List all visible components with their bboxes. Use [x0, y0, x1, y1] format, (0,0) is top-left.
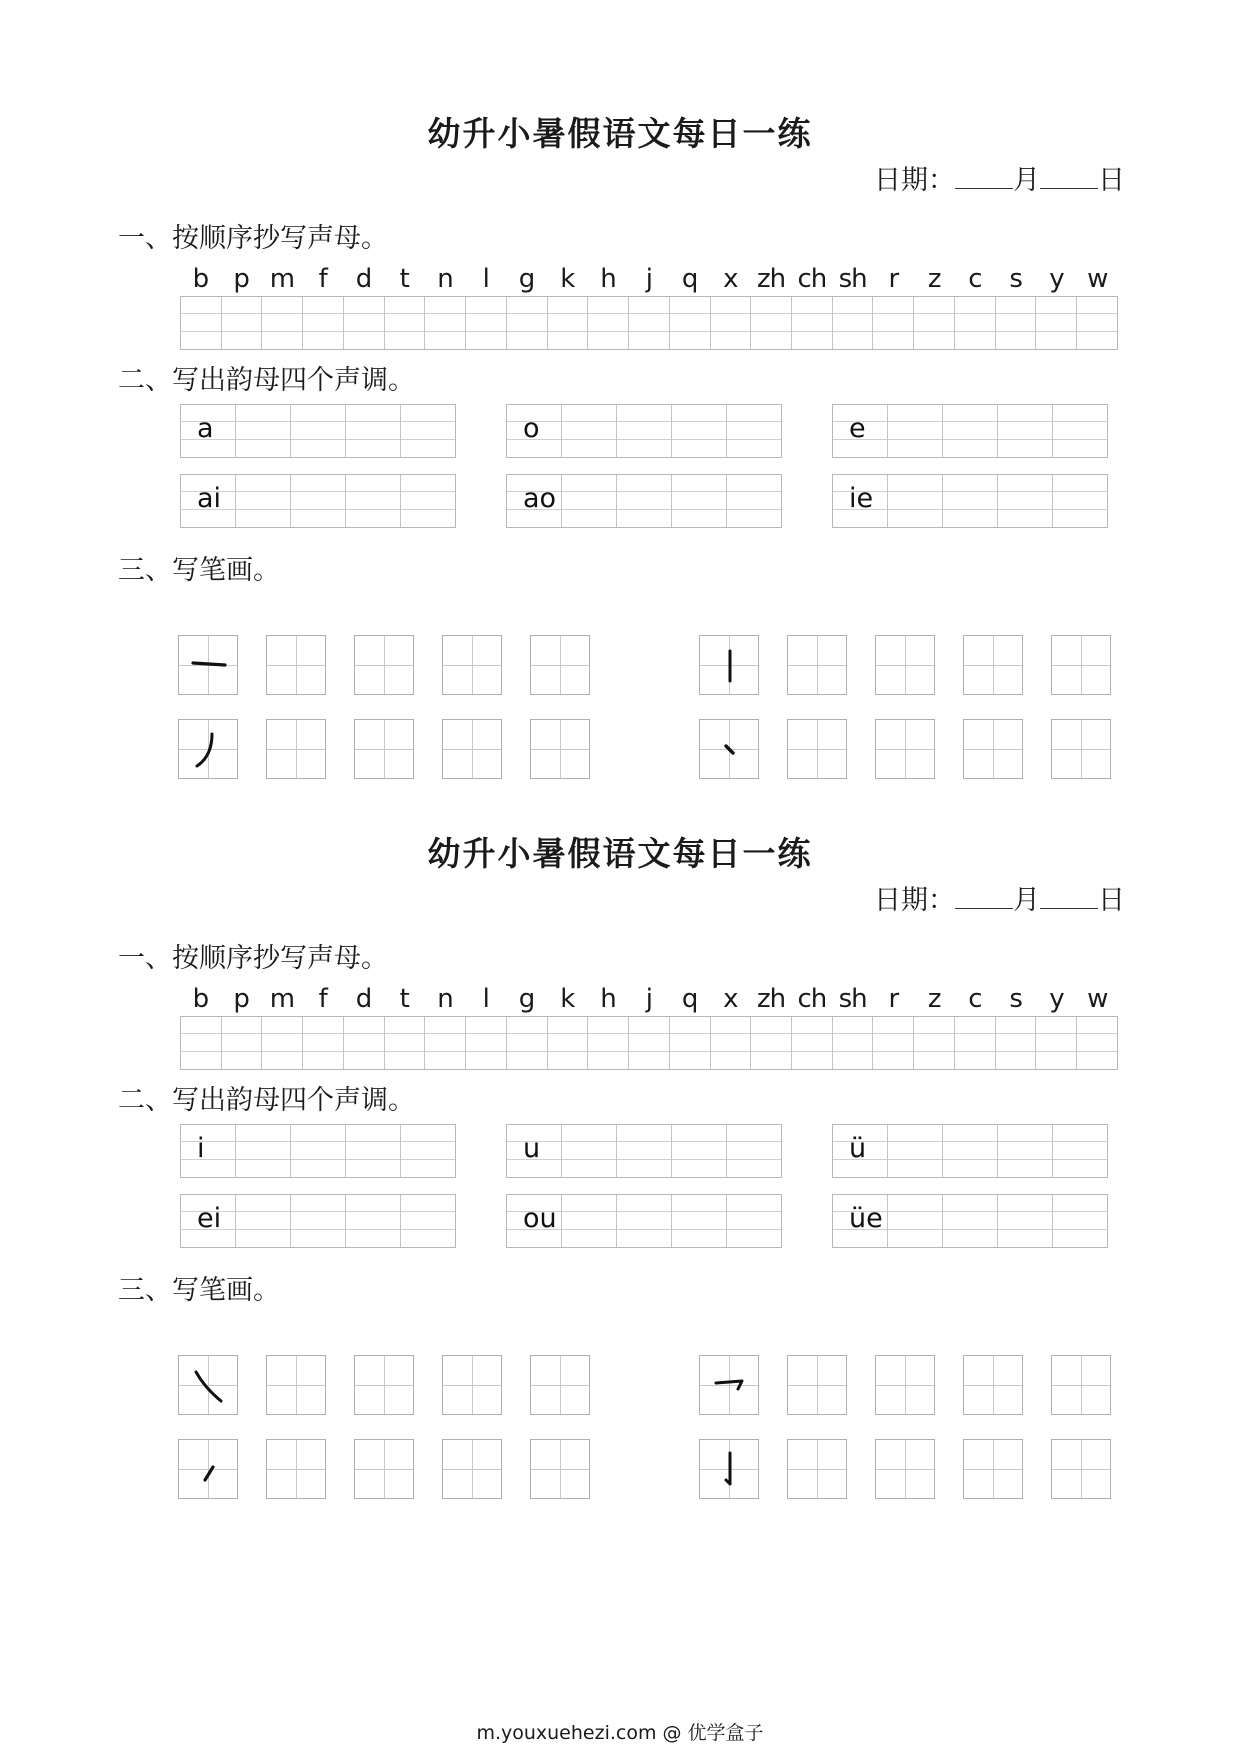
initial-letter: b: [192, 264, 209, 294]
writing-cell[interactable]: [262, 297, 303, 349]
finals-tone-grid[interactable]: [506, 474, 782, 528]
writing-cell[interactable]: [401, 475, 455, 527]
writing-cell[interactable]: [1053, 1125, 1107, 1177]
writing-cell[interactable]: [629, 1017, 670, 1069]
writing-cell[interactable]: [588, 1017, 629, 1069]
writing-cell[interactable]: [727, 1195, 781, 1247]
final-label: i: [197, 1133, 205, 1164]
writing-cell[interactable]: [998, 475, 1053, 527]
stroke-example-box: [178, 1439, 238, 1499]
writing-cell[interactable]: [629, 297, 670, 349]
writing-cell[interactable]: [303, 297, 344, 349]
writing-cell[interactable]: [507, 1125, 562, 1177]
tianzige-box[interactable]: [530, 1355, 590, 1415]
writing-cell[interactable]: [617, 405, 672, 457]
writing-cell[interactable]: [888, 475, 943, 527]
writing-cell[interactable]: [998, 1195, 1053, 1247]
writing-cell[interactable]: [672, 1125, 727, 1177]
initial-letter: c: [968, 264, 982, 294]
writing-cell[interactable]: [873, 1017, 914, 1069]
initials-writing-grid[interactable]: [180, 1016, 1118, 1070]
stroke-example-box: [699, 719, 759, 779]
writing-cell[interactable]: [1053, 405, 1107, 457]
initial-letter: h: [600, 264, 616, 294]
writing-cell[interactable]: [222, 1017, 263, 1069]
section-1-heading: 一、按顺序抄写声母。: [118, 223, 388, 254]
initial-letter: j: [645, 264, 652, 294]
writing-cell[interactable]: [507, 405, 562, 457]
tianzige-box[interactable]: [354, 1355, 414, 1415]
initial-letter: r: [888, 264, 899, 294]
initial-letter: x: [723, 264, 738, 294]
initial-letter: s: [1009, 264, 1022, 294]
initial-letter: m: [269, 984, 295, 1014]
writing-cell[interactable]: [588, 297, 629, 349]
tianzige-box[interactable]: [787, 719, 847, 779]
writing-cell[interactable]: [617, 475, 672, 527]
writing-cell[interactable]: [1053, 1195, 1107, 1247]
section-3-heading: 三、写笔画。: [118, 1275, 280, 1306]
date-line: [874, 878, 1125, 917]
initial-letter: n: [437, 264, 453, 294]
tianzige-box[interactable]: [266, 1355, 326, 1415]
finals-tone-grid[interactable]: [180, 474, 456, 528]
final-label: ai: [197, 483, 222, 514]
dian-stroke: [700, 720, 760, 780]
writing-cell[interactable]: [672, 1195, 727, 1247]
initial-letter: ch: [797, 984, 827, 1014]
writing-cell[interactable]: [548, 1017, 589, 1069]
final-label: üe: [849, 1203, 883, 1234]
writing-cell[interactable]: [943, 1125, 998, 1177]
writing-cell[interactable]: [562, 405, 617, 457]
tianzige-box[interactable]: [530, 1439, 590, 1499]
tianzige-box[interactable]: [442, 1355, 502, 1415]
tianzige-box[interactable]: [530, 635, 590, 695]
worksheet-title: 幼升小暑假语文每日一练: [427, 834, 813, 873]
writing-cell[interactable]: [507, 1195, 562, 1247]
stroke-example-box: [699, 1439, 759, 1499]
initial-letter: k: [560, 264, 575, 294]
finals-tone-grid[interactable]: [506, 404, 782, 458]
writing-cell[interactable]: [727, 1125, 781, 1177]
writing-cell[interactable]: [562, 1125, 617, 1177]
writing-cell[interactable]: [507, 1017, 548, 1069]
writing-cell[interactable]: [955, 1017, 996, 1069]
writing-cell[interactable]: [401, 1125, 455, 1177]
writing-cell[interactable]: [914, 1017, 955, 1069]
initial-letter: d: [355, 264, 372, 294]
month-blank[interactable]: [955, 884, 1013, 909]
section-2-heading: 二、写出韵母四个声调。: [118, 365, 415, 396]
writing-cell[interactable]: [291, 1125, 346, 1177]
writing-cell[interactable]: [291, 475, 346, 527]
writing-cell[interactable]: [236, 475, 291, 527]
writing-cell[interactable]: [291, 405, 346, 457]
initials-writing-grid[interactable]: [180, 296, 1118, 350]
footer-watermark: m.youxuehezi.com @ 优学盒子: [476, 1722, 764, 1744]
initial-letter: h: [600, 984, 616, 1014]
initial-letter: p: [233, 984, 249, 1014]
writing-cell[interactable]: [833, 1017, 874, 1069]
tianzige-box[interactable]: [266, 1439, 326, 1499]
writing-cell[interactable]: [1077, 1017, 1117, 1069]
final-label: ei: [197, 1203, 222, 1234]
writing-cell[interactable]: [181, 1125, 236, 1177]
writing-cell[interactable]: [943, 1195, 998, 1247]
day-blank[interactable]: [1040, 884, 1098, 909]
tianzige-box[interactable]: [530, 719, 590, 779]
finals-tone-grid[interactable]: [832, 1124, 1108, 1178]
writing-cell[interactable]: [751, 1017, 792, 1069]
writing-cell[interactable]: [1036, 1017, 1077, 1069]
writing-cell[interactable]: [385, 297, 426, 349]
initial-letter: c: [968, 984, 982, 1014]
final-label: u: [523, 1133, 541, 1164]
writing-cell[interactable]: [346, 475, 401, 527]
date-line: [874, 158, 1125, 197]
writing-cell[interactable]: [943, 475, 998, 527]
final-label: ie: [849, 483, 874, 514]
tianzige-box[interactable]: [963, 1355, 1023, 1415]
ti-stroke: [179, 1440, 239, 1500]
writing-cell[interactable]: [507, 297, 548, 349]
writing-cell[interactable]: [291, 1195, 346, 1247]
day-label: 日: [1098, 885, 1125, 916]
initial-letter: y: [1049, 984, 1064, 1014]
day-blank[interactable]: [1040, 164, 1098, 189]
writing-cell[interactable]: [181, 1195, 236, 1247]
tianzige-box[interactable]: [442, 1439, 502, 1499]
initial-letter: w: [1087, 264, 1108, 294]
section-2-heading: 二、写出韵母四个声调。: [118, 1085, 415, 1116]
final-label: a: [197, 413, 214, 444]
tianzige-box[interactable]: [963, 1439, 1023, 1499]
finals-tone-grid[interactable]: [832, 404, 1108, 458]
initial-letter: y: [1049, 264, 1064, 294]
final-label: ou: [523, 1203, 557, 1234]
heng-stroke: [179, 636, 239, 696]
writing-cell[interactable]: [1077, 297, 1117, 349]
writing-cell[interactable]: [833, 405, 888, 457]
shugou-stroke: [700, 1440, 760, 1500]
initial-letter: j: [645, 984, 652, 1014]
writing-cell[interactable]: [346, 1125, 401, 1177]
final-label: ao: [523, 483, 557, 514]
writing-cell[interactable]: [181, 405, 236, 457]
initial-letter: sh: [838, 984, 867, 1014]
initial-letter: f: [318, 984, 327, 1014]
writing-cell[interactable]: [943, 405, 998, 457]
initial-letter: t: [399, 264, 409, 294]
writing-cell[interactable]: [236, 405, 291, 457]
writing-cell[interactable]: [303, 1017, 344, 1069]
initial-letter: m: [269, 264, 295, 294]
writing-cell[interactable]: [1036, 297, 1077, 349]
writing-cell[interactable]: [751, 297, 792, 349]
tianzige-box[interactable]: [354, 635, 414, 695]
initial-letter: t: [399, 984, 409, 1014]
final-label: e: [849, 413, 866, 444]
initial-letter: s: [1009, 984, 1022, 1014]
tianzige-box[interactable]: [442, 635, 502, 695]
tianzige-box[interactable]: [442, 719, 502, 779]
initial-letter: d: [355, 984, 372, 1014]
writing-cell[interactable]: [996, 297, 1037, 349]
finals-tone-grid[interactable]: [506, 1124, 782, 1178]
writing-cell[interactable]: [425, 1017, 466, 1069]
initial-letter: r: [888, 984, 899, 1014]
section-3-heading: 三、写笔画。: [118, 555, 280, 586]
month-blank[interactable]: [955, 164, 1013, 189]
finals-tone-grid[interactable]: [180, 1194, 456, 1248]
worksheet-title: 幼升小暑假语文每日一练: [427, 114, 813, 153]
initial-letter: b: [192, 984, 209, 1014]
tianzige-box[interactable]: [266, 635, 326, 695]
writing-cell[interactable]: [873, 297, 914, 349]
finals-tone-grid[interactable]: [180, 1124, 456, 1178]
initial-letter: f: [318, 264, 327, 294]
writing-cell[interactable]: [562, 1195, 617, 1247]
writing-cell[interactable]: [792, 297, 833, 349]
finals-tone-grid[interactable]: [832, 474, 1108, 528]
writing-cell[interactable]: [670, 1017, 711, 1069]
writing-cell[interactable]: [346, 1195, 401, 1247]
writing-cell[interactable]: [562, 475, 617, 527]
final-label: o: [523, 413, 540, 444]
tianzige-box[interactable]: [875, 1355, 935, 1415]
initial-letter: z: [927, 264, 941, 294]
writing-cell[interactable]: [888, 1195, 943, 1247]
month-label: 月: [1013, 165, 1040, 196]
tianzige-box[interactable]: [1051, 1355, 1111, 1415]
final-label: ü: [849, 1133, 867, 1164]
writing-cell[interactable]: [425, 297, 466, 349]
initial-letter: q: [681, 984, 698, 1014]
initial-letter: sh: [838, 264, 867, 294]
date-label: 日期：: [874, 165, 955, 196]
stroke-example-box: [699, 1355, 759, 1415]
writing-cell[interactable]: [955, 297, 996, 349]
initial-letter: n: [437, 984, 453, 1014]
initial-letter: g: [518, 264, 535, 294]
initial-letter: w: [1087, 984, 1108, 1014]
writing-cell[interactable]: [346, 405, 401, 457]
writing-cell[interactable]: [344, 1017, 385, 1069]
writing-cell[interactable]: [236, 1125, 291, 1177]
writing-cell[interactable]: [996, 1017, 1037, 1069]
finals-tone-grid[interactable]: [180, 404, 456, 458]
writing-cell[interactable]: [181, 1017, 222, 1069]
writing-cell[interactable]: [998, 405, 1053, 457]
initial-letter: q: [681, 264, 698, 294]
tianzige-box[interactable]: [266, 719, 326, 779]
initial-letter: z: [927, 984, 941, 1014]
initial-letter: x: [723, 984, 738, 1014]
writing-cell[interactable]: [792, 1017, 833, 1069]
tianzige-box[interactable]: [787, 635, 847, 695]
initial-letter: zh: [757, 264, 786, 294]
initial-letter: l: [482, 984, 489, 1014]
writing-cell[interactable]: [466, 297, 507, 349]
pie-stroke: [179, 720, 239, 780]
writing-cell[interactable]: [888, 405, 943, 457]
writing-cell[interactable]: [833, 1125, 888, 1177]
initial-letter: ch: [797, 264, 827, 294]
writing-cell[interactable]: [672, 475, 727, 527]
tianzige-box[interactable]: [787, 1439, 847, 1499]
writing-cell[interactable]: [711, 297, 752, 349]
tianzige-box[interactable]: [1051, 635, 1111, 695]
date-label: 日期：: [874, 885, 955, 916]
writing-cell[interactable]: [711, 1017, 752, 1069]
writing-cell[interactable]: [833, 1195, 888, 1247]
writing-cell[interactable]: [401, 1195, 455, 1247]
tianzige-box[interactable]: [787, 1355, 847, 1415]
writing-cell[interactable]: [548, 297, 589, 349]
shu-stroke: [700, 636, 760, 696]
stroke-example-box: [178, 719, 238, 779]
stroke-example-box: [178, 1355, 238, 1415]
initials-row: [180, 264, 1118, 294]
initial-letter: zh: [757, 984, 786, 1014]
writing-cell[interactable]: [914, 297, 955, 349]
writing-cell[interactable]: [617, 1125, 672, 1177]
tianzige-box[interactable]: [963, 635, 1023, 695]
tianzige-box[interactable]: [1051, 1439, 1111, 1499]
section-1-heading: 一、按顺序抄写声母。: [118, 943, 388, 974]
tianzige-box[interactable]: [875, 719, 935, 779]
writing-cell[interactable]: [617, 1195, 672, 1247]
writing-cell[interactable]: [344, 297, 385, 349]
writing-cell[interactable]: [236, 1195, 291, 1247]
stroke-example-box: [178, 635, 238, 695]
na-stroke: [179, 1356, 239, 1416]
writing-cell[interactable]: [222, 297, 263, 349]
initial-letter: l: [482, 264, 489, 294]
writing-cell[interactable]: [181, 475, 236, 527]
day-label: 日: [1098, 165, 1125, 196]
writing-cell[interactable]: [833, 297, 874, 349]
writing-cell[interactable]: [727, 405, 781, 457]
writing-cell[interactable]: [888, 1125, 943, 1177]
tianzige-box[interactable]: [1051, 719, 1111, 779]
writing-cell[interactable]: [401, 405, 455, 457]
writing-cell[interactable]: [466, 1017, 507, 1069]
writing-cell[interactable]: [727, 475, 781, 527]
hengzhe-stroke: [700, 1356, 760, 1416]
writing-cell[interactable]: [833, 475, 888, 527]
writing-cell[interactable]: [507, 475, 562, 527]
finals-tone-grid[interactable]: [506, 1194, 782, 1248]
tianzige-box[interactable]: [354, 719, 414, 779]
initial-letter: k: [560, 984, 575, 1014]
tianzige-box[interactable]: [875, 1439, 935, 1499]
finals-tone-grid[interactable]: [832, 1194, 1108, 1248]
initial-letter: p: [233, 264, 249, 294]
tianzige-box[interactable]: [963, 719, 1023, 779]
writing-cell[interactable]: [672, 405, 727, 457]
tianzige-box[interactable]: [875, 635, 935, 695]
initial-letter: g: [518, 984, 535, 1014]
writing-cell[interactable]: [1053, 475, 1107, 527]
writing-cell[interactable]: [181, 297, 222, 349]
stroke-example-box: [699, 635, 759, 695]
writing-cell[interactable]: [262, 1017, 303, 1069]
tianzige-box[interactable]: [354, 1439, 414, 1499]
writing-cell[interactable]: [385, 1017, 426, 1069]
month-label: 月: [1013, 885, 1040, 916]
writing-cell[interactable]: [670, 297, 711, 349]
initials-row: [180, 984, 1118, 1014]
writing-cell[interactable]: [998, 1125, 1053, 1177]
